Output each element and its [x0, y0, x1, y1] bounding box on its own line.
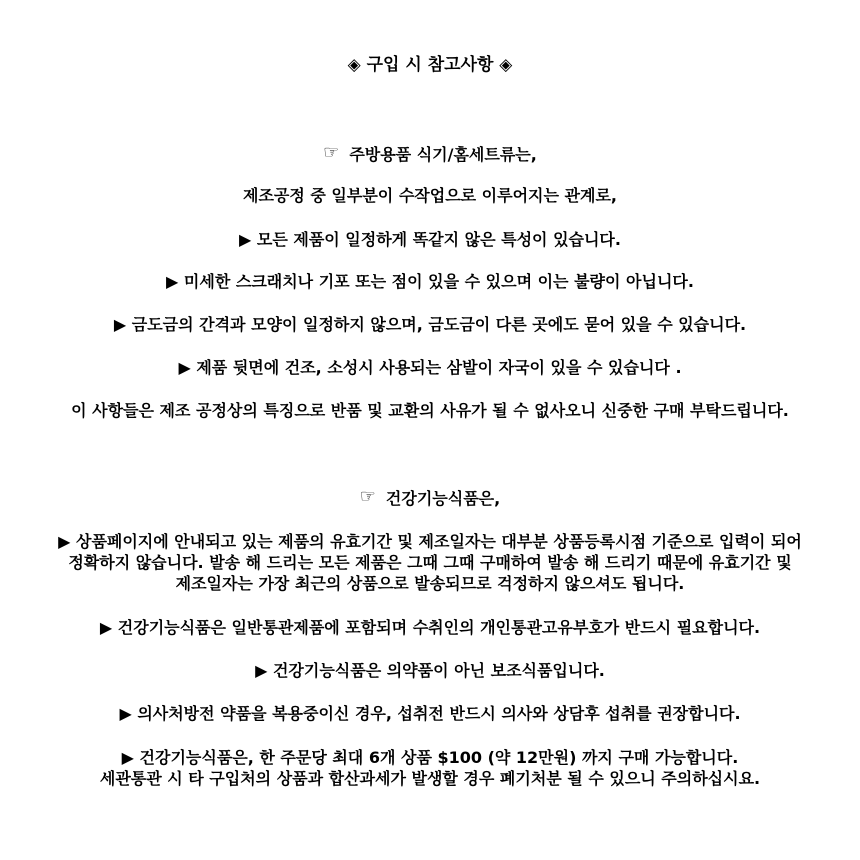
- health-note: ▶ 건강기능식품은, 한 주문당 최대 6개 상품 $100 (약 12만원) 까지 구매 가능합니다.: [121, 748, 739, 767]
- health-note: 정확하지 않습니다. 발송 해 드리는 모든 제품은 그때 그때 구매하여 발송 해 드리기 때문에 유효기간 및: [68, 553, 792, 572]
- health-note: ▶ 상품페이지에 안내되고 있는 제품의 유효기간 및 제조일자는 대부분 상품등록시점 기준으로 입력이 되어: [58, 532, 802, 551]
- pointing-hand-icon: ☞: [359, 486, 376, 507]
- kitchen-note: ▶ 제품 뒷면에 건조, 소성시 사용되는 삼발이 자국이 있을 수 있습니다 .: [178, 358, 682, 377]
- health-section-heading: [0, 486, 860, 510]
- health-note: ▶ 의사처방전 약품을 복용중이신 경우, 섭취전 반드시 의사와 상담후 섭취를 권장합니다.: [119, 704, 741, 723]
- kitchen-disclaimer: 이 사항들은 제조 공정상의 특징으로 반품 및 교환의 사유가 될 수 없사오니 신중한 구매 부탁드립니다.: [71, 401, 789, 420]
- kitchen-note: 제조공정 중 일부분이 수작업으로 이루어지는 관계로,: [243, 186, 617, 205]
- health-note: 제조일자는 가장 최근의 상품으로 발송되므로 걱정하지 않으셔도 됩니다.: [175, 574, 685, 593]
- health-note: ▶ 건강기능식품은 일반통관제품에 포함되며 수취인의 개인통관고유부호가 반드시 필요합니다.: [99, 618, 761, 637]
- health-note: 세관통관 시 타 구입처의 상품과 합산과세가 발생할 경우 폐기처분 될 수 있으니 주의하십시요.: [99, 769, 761, 788]
- kitchen-heading-text: 주방용품 식기/홈세트류는,: [349, 145, 537, 164]
- kitchen-note: ▶ 금도금의 간격과 모양이 일정하지 않으며, 금도금이 다른 곳에도 묻어 있을 수 있습니다.: [113, 315, 747, 334]
- health-note: ▶ 건강기능식품은 의약품이 아닌 보조식품입니다.: [255, 661, 605, 680]
- kitchen-section-heading: [0, 142, 860, 166]
- kitchen-note: ▶ 모든 제품이 일정하게 똑같지 않은 특성이 있습니다.: [239, 230, 621, 249]
- kitchen-note: ▶ 미세한 스크래치나 기포 또는 점이 있을 수 있으며 이는 불량이 아닙니다.: [166, 272, 694, 291]
- health-heading-text: 건강기능식품은,: [385, 489, 501, 508]
- pointing-hand-icon: ☞: [323, 142, 340, 163]
- page-title: ◈ 구입 시 참고사항 ◈: [347, 55, 513, 75]
